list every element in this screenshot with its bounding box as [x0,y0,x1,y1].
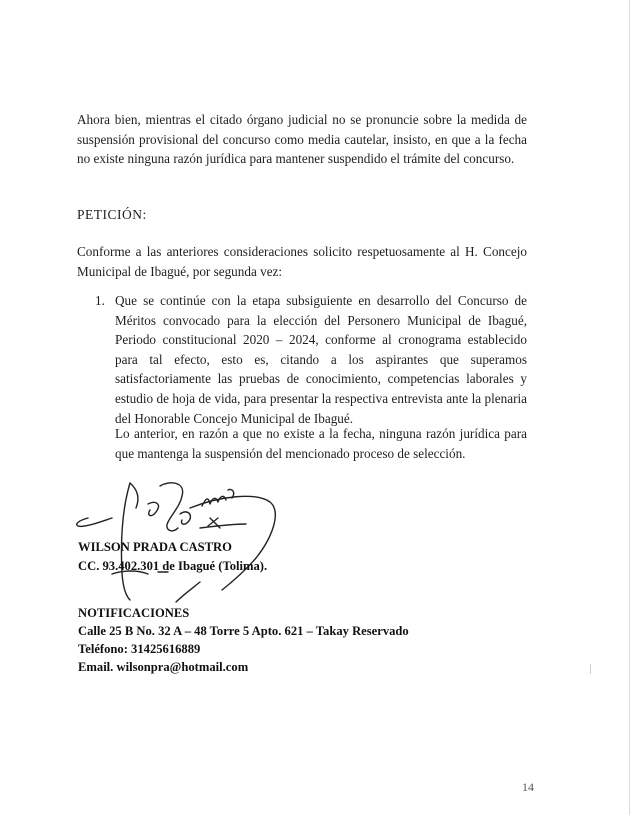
notifications-phone: Teléfono: 31425616889 [78,642,201,656]
petition-heading: PETICIÓN: [77,207,147,222]
page-number: 14 [522,780,534,794]
list-item-number: 1. [95,293,105,308]
notifications-heading: NOTIFICACIONES [78,606,190,620]
list-item-followup-text: Lo anterior, en razón a que no existe a la fecha, ninguna razón jurídica para que mantenga la suspensión del mencionado proceso de selección. [115,426,527,461]
signer-id: CC. 93.402.301 de Ibagué (Tolima). [78,559,268,573]
scan-edge [629,0,630,815]
paragraph-suspension: Ahora bien, mientras el citado órgano judicial no se pronuncie sobre la medida de suspensión provisional del concurso como media cautelar, insisto, en que a la fecha no existe ninguna razón jurídica para mantener suspendido el trámite del concurso. [77,112,527,167]
notifications-address: Calle 25 B No. 32 A – 48 Torre 5 Apto. 621 – Takay Reservado [78,624,409,638]
notifications-email: Email. wilsonpra@hotmail.com [78,660,249,674]
paragraph-request: Conforme a las anteriores consideraciones solicito respetuosamente al H. Concejo Municipal de Ibagué, por segunda vez: [77,244,527,279]
list-item-request-text: Que se continúe con la etapa subsiguiente en desarrollo del Concurso de Méritos convocado para la elección del Personero Municipal de Ibagué, Periodo constitucional 2020 – 2024, conforme al cronograma establecido para tal efecto, esto es, citando a los aspirantes que superamos satisfactoriamente las pruebas de conocimiento, competencias laborales y estudio de hoja de vida, para presentar la respectiva entrevista ante la plenaria del Honorable Concejo Municipal de Ibagué. [115,293,527,426]
signer-name: WILSON PRADA CASTRO [78,540,232,554]
scan-artifact [590,664,591,674]
